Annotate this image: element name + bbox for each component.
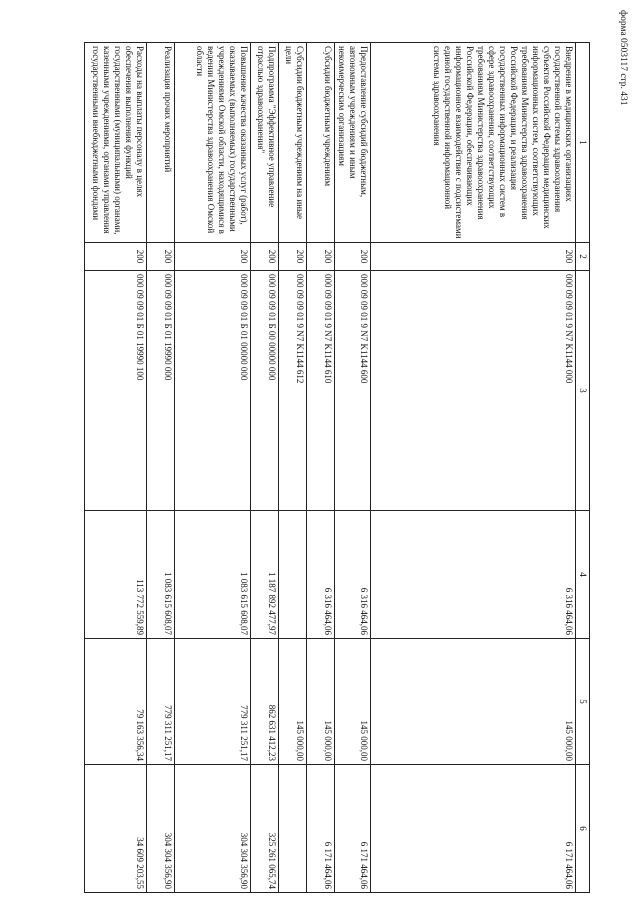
budget-code-cell: 000 09 09 01 9 N7 K1144 610 <box>307 271 335 511</box>
table-row <box>85 43 147 893</box>
unexecuted-cell: 304 304 356,90 <box>175 765 251 893</box>
approved-cell <box>279 511 307 639</box>
column-header: 2 <box>576 243 590 271</box>
executed-cell: 145 000,00 <box>335 639 371 765</box>
budget-code-cell: 000 09 09 01 9 N7 K1144 000 <box>371 271 576 511</box>
report-table-wrapper <box>70 42 590 892</box>
line-code-cell: 200 <box>85 243 147 271</box>
line-code-cell: 200 <box>175 243 251 271</box>
budget-code-cell: 000 09 09 01 Б 01 19990 000 <box>147 271 175 511</box>
executed-cell: 145 000,00 <box>307 639 335 765</box>
approved-cell: 113 772 559,89 <box>85 511 147 639</box>
line-code-cell: 200 <box>251 243 279 271</box>
table-row <box>371 43 576 893</box>
executed-cell: 145 000,00 <box>279 639 307 765</box>
line-code-cell: 200 <box>279 243 307 271</box>
column-header: 3 <box>576 271 590 511</box>
row-name-cell: Реализация прочих мероприятий <box>147 43 175 243</box>
table-row <box>251 43 279 893</box>
row-name-cell: Внедрение в медицинских организациях государственной системы здравоохранения субъектов Российской Федерации медицинских информационных систем, соответствующих требованиям Министерства здравоохранения Российской Федерации, и реализация государственных информационных систем в сфере здравоохранения, соответствующих требованиям Министерства здравоохранения Российской Федерации, обеспечивающих информационное взаимодействие с подсистемами единой государственной информационной системы здравоохранения <box>371 43 576 243</box>
row-name-cell: Субсидии бюджетным учреждениям на иные цели <box>279 43 307 243</box>
unexecuted-cell: 325 261 065,74 <box>251 765 279 893</box>
row-name-cell: Расходы на выплаты персоналу в целях обеспечения выполнения функций государственными (муниципальными) органами, казенными учреждениями, органами управления государственными внебюджетными фондами <box>85 43 147 243</box>
budget-code-cell: 000 09 09 01 Б 01 00000 000 <box>175 271 251 511</box>
unexecuted-cell: 6 171 464,06 <box>371 765 576 893</box>
unexecuted-cell: 304 304 356,90 <box>147 765 175 893</box>
approved-cell: 1 083 615 608,07 <box>175 511 251 639</box>
executed-cell: 779 311 251,17 <box>147 639 175 765</box>
approved-cell: 6 316 464,06 <box>335 511 371 639</box>
approved-cell: 6 316 464,06 <box>371 511 576 639</box>
header-row <box>576 43 590 893</box>
table-row <box>175 43 251 893</box>
column-header: 1 <box>576 43 590 243</box>
budget-code-cell: 000 09 09 01 9 N7 K1144 600 <box>335 271 371 511</box>
line-code-cell: 200 <box>371 243 576 271</box>
unexecuted-cell: 6 171 464,06 <box>307 765 335 893</box>
row-name-cell: Субсидии бюджетным учреждениям <box>307 43 335 243</box>
approved-cell: 1 187 892 477,97 <box>251 511 279 639</box>
column-header: 5 <box>576 639 590 765</box>
approved-cell: 6 316 464,06 <box>307 511 335 639</box>
row-name-cell: Повышение качества оказанных услуг (работ), оказываемых (выполняемых) государственными учреждениями Омской области, находящимися в ведении Министерства здравоохранения Омской области <box>175 43 251 243</box>
budget-code-cell: 000 09 09 01 9 N7 K1144 612 <box>279 271 307 511</box>
line-code-cell: 200 <box>335 243 371 271</box>
unexecuted-cell: 6 171 464,06 <box>335 765 371 893</box>
unexecuted-cell <box>279 765 307 893</box>
unexecuted-cell: 34 609 203,55 <box>85 765 147 893</box>
column-header: 4 <box>576 511 590 639</box>
budget-code-cell: 000 09 09 01 Б 01 19990 100 <box>85 271 147 511</box>
line-code-cell: 200 <box>307 243 335 271</box>
executed-cell: 862 631 412,23 <box>251 639 279 765</box>
table-row <box>307 43 335 893</box>
column-header: 6 <box>576 765 590 893</box>
row-name-cell: Предоставление субсидий бюджетным, автономным учреждениям и иным некоммерческим организациям <box>335 43 371 243</box>
table-row <box>279 43 307 893</box>
form-label: форма 0503117 стр. 431 <box>618 10 628 106</box>
line-code-cell: 200 <box>147 243 175 271</box>
table-row <box>147 43 175 893</box>
row-name-cell: Подпрограмма "Эффективное управление отраслью здравоохранения" <box>251 43 279 243</box>
table-row <box>335 43 371 893</box>
approved-cell: 1 083 615 608,07 <box>147 511 175 639</box>
executed-cell: 779 311 251,17 <box>175 639 251 765</box>
budget-code-cell: 000 09 09 01 Б 00 00000 000 <box>251 271 279 511</box>
executed-cell: 145 000,00 <box>371 639 576 765</box>
executed-cell: 79 163 356,34 <box>85 639 147 765</box>
report-table <box>84 42 590 893</box>
